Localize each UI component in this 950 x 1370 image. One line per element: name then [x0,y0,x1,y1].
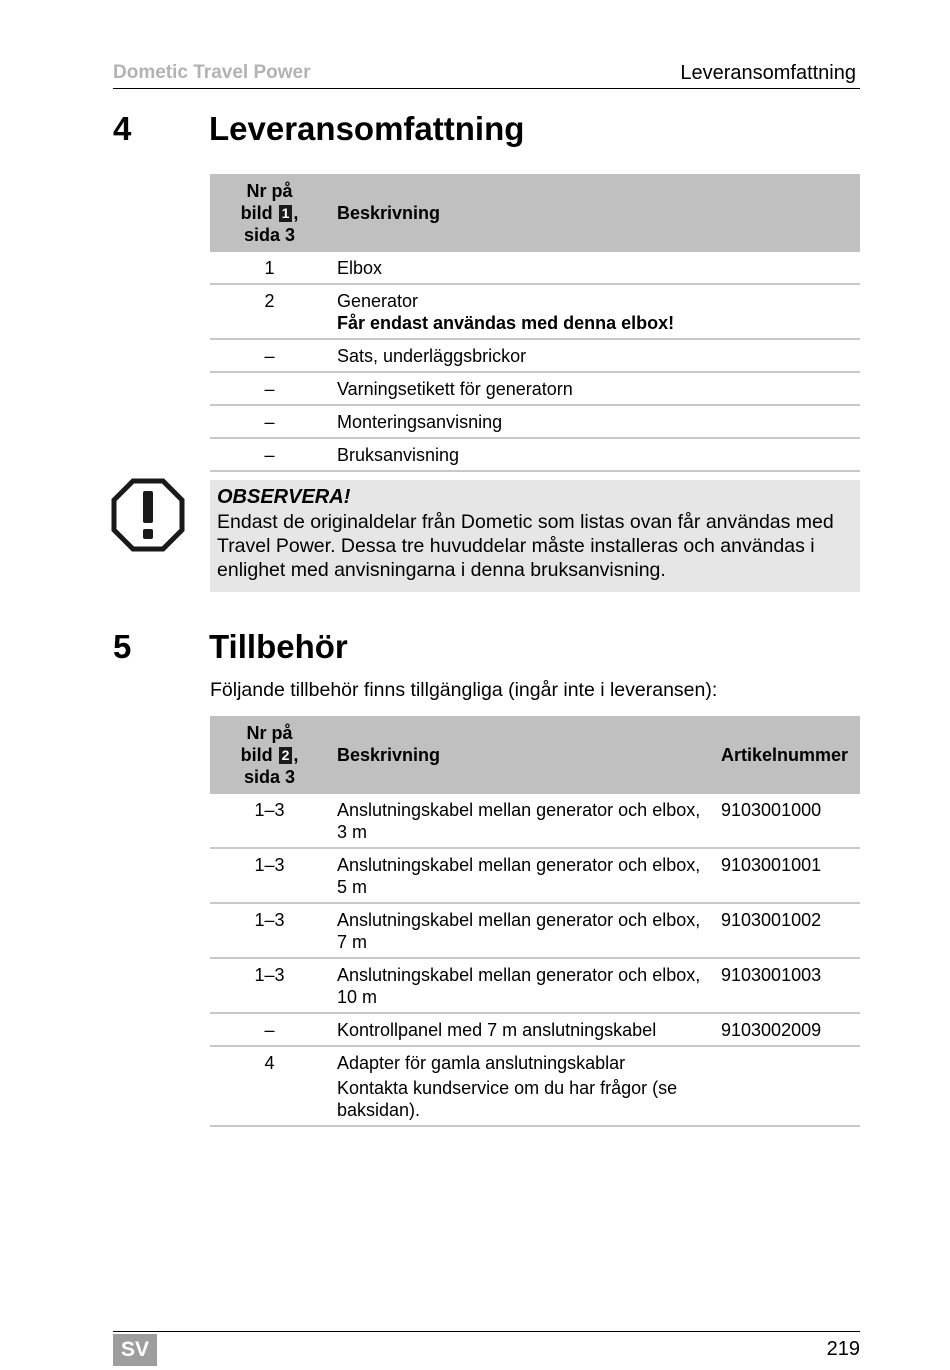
table-header-row [210,174,860,252]
header-nr-line3: sida 3 [243,225,296,245]
row-description: Bruksanvisning [329,438,860,471]
row-description-warning: Får endast användas med denna elbox! [337,313,675,333]
row-nr: 1–3 [210,794,329,848]
language-tab: SV [113,1334,157,1366]
column-header-nr [210,174,329,252]
row-description-text: Anslutningskabel mellan generator och elbox, [337,800,701,820]
chapter-title: Leveransomfattning [209,110,525,147]
row-description-length: 3 m [337,822,368,842]
row-description: Monteringsanvisning [329,405,860,438]
footer-rule [113,1331,860,1332]
table-row [210,1013,860,1046]
table-row [210,1046,860,1126]
table-row [210,848,860,903]
table-row [210,405,860,438]
header-nr-line1: Nr på [246,181,293,201]
brand-name: Dometic Travel Power [113,62,311,83]
row-nr: 1–3 [210,903,329,958]
row-nr: – [210,1013,329,1046]
chapter-number: 4 [113,110,132,147]
row-nr: 1 [210,252,329,284]
row-article-number: 9103002009 [713,1013,860,1046]
chapter-number: 5 [113,628,132,665]
row-nr: – [210,372,329,405]
figure-badge: 1 [279,205,293,222]
row-description: Varningsetikett för generatorn [329,372,860,405]
row-article-number: 9103001003 [713,958,860,1013]
table-row [210,903,860,958]
exclamation-octagon-icon [111,478,185,552]
row-description [329,958,713,1013]
row-nr: – [210,339,329,372]
header-nr-line1: Nr på [246,723,293,743]
row-description: Kontrollpanel med 7 m anslutningskabel [329,1013,713,1046]
row-nr: 1–3 [210,958,329,1013]
notice-box [210,480,860,592]
table-row [210,284,860,339]
row-description [329,794,713,848]
delivery-scope-table [210,174,860,472]
header-nr-comma: , [293,745,299,765]
row-description-note: Kontakta kundservice om du har frågor (se baksidan). [337,1078,678,1120]
table-row [210,438,860,471]
row-description-length: 10 m [337,987,378,1007]
column-header-description: Beskrivning [329,716,713,794]
row-article-number: 9103001002 [713,903,860,958]
page-header [113,62,860,89]
column-header-nr [210,716,329,794]
row-description-length: 5 m [337,877,368,897]
row-nr: – [210,405,329,438]
running-section-title: Leveransomfattning [680,62,856,84]
header-nr-bild: bild [240,203,273,223]
row-description [329,848,713,903]
table-row [210,339,860,372]
column-header-description: Beskrivning [329,174,860,252]
row-description-text: Anslutningskabel mellan generator och elbox, [337,910,701,930]
row-article-number: 9103001001 [713,848,860,903]
row-nr: 2 [210,284,329,339]
table-row [210,794,860,848]
accessories-table [210,716,860,1127]
row-description-text: Anslutningskabel mellan generator och elbox, [337,965,701,985]
row-description-text: Generator [337,291,419,311]
row-nr: 4 [210,1046,329,1126]
row-nr: – [210,438,329,471]
figure-badge: 2 [279,747,293,764]
header-nr-comma: , [293,203,299,223]
row-description [329,1046,713,1126]
table-row [210,958,860,1013]
notice-text: Endast de originaldelar från Dometic som listas ovan får användas med Travel Power. Dessa tre huvuddelar måste installeras och användas i enlighet med anvisningarna i denna bruksanvisning. [217,511,834,581]
table-row [210,252,860,284]
row-description [329,903,713,958]
row-description: Sats, underläggsbrickor [329,339,860,372]
row-description-text: Adapter för gamla anslutningskablar [337,1053,626,1073]
row-nr: 1–3 [210,848,329,903]
notice-title: OBSERVERA! [217,486,351,508]
row-description-length: 7 m [337,932,368,952]
row-description: Elbox [329,252,860,284]
row-description-text: Anslutningskabel mellan generator och elbox, [337,855,701,875]
table-row [210,372,860,405]
row-description [329,284,860,339]
column-header-article-number: Artikelnummer [713,716,860,794]
row-article-number: 9103001000 [713,794,860,848]
table-header-row [210,716,860,794]
row-article-number [713,1046,860,1126]
header-nr-bild: bild [240,745,273,765]
accessories-intro: Följande tillbehör finns tillgängliga (ingår inte i leveransen): [210,679,718,701]
header-nr-line3: sida 3 [243,767,296,787]
page-number: 219 [826,1338,860,1360]
chapter-title: Tillbehör [209,628,348,665]
